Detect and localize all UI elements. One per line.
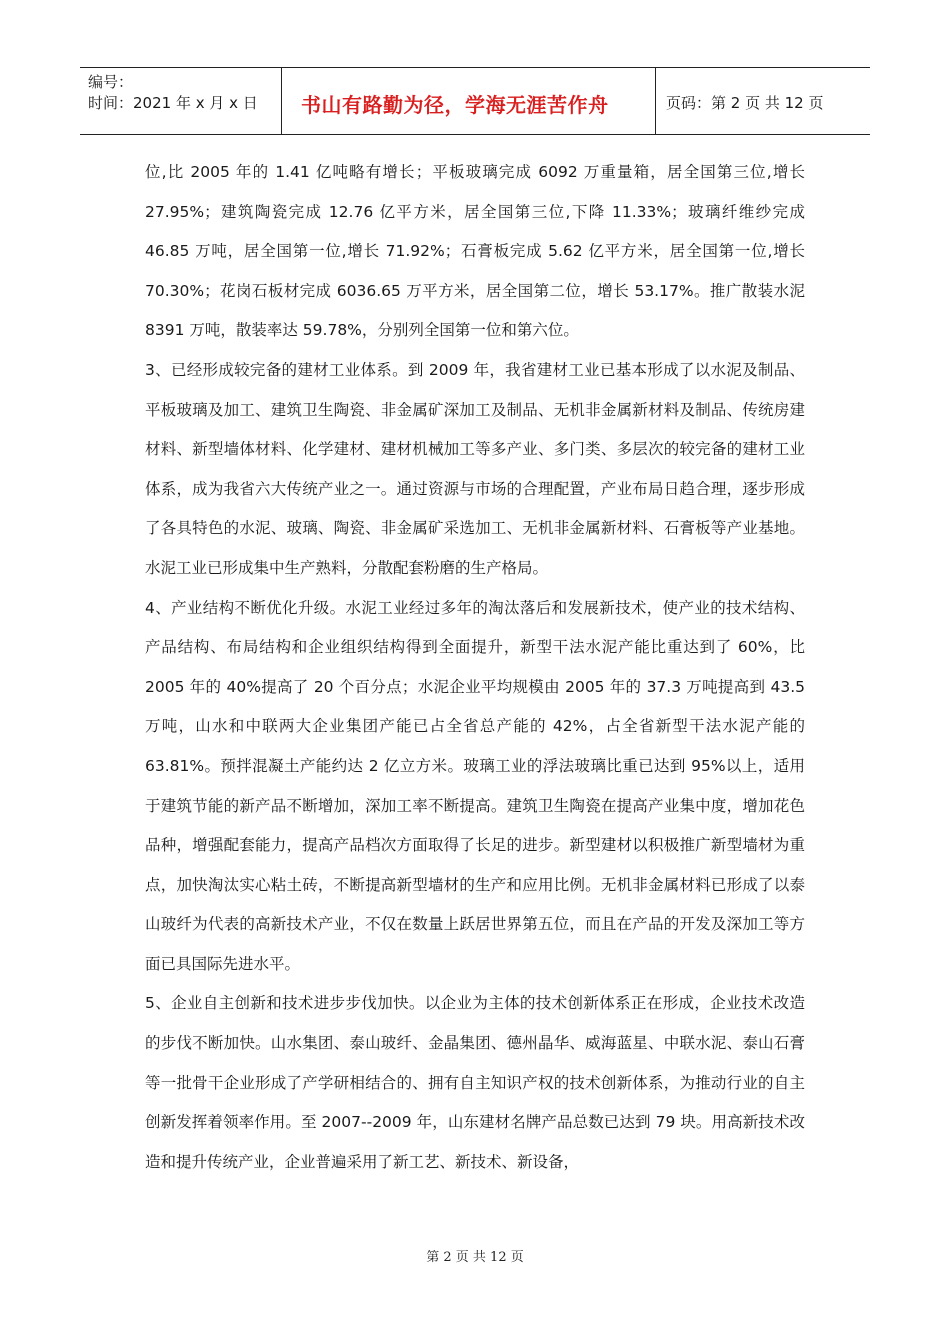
header-page-cell [656, 68, 870, 134]
time-label: 时间：2021 年 x 月 x 日 [88, 94, 258, 112]
header-meta [80, 68, 282, 134]
header-motto-cell [282, 68, 656, 134]
paragraph-continuation: 位,比 2005 年的 1.41 亿吨略有增长；平板玻璃完成 6092 万重量箱，居全国第三位,增长 27.95%；建筑陶瓷完成 12.76 亿平方米，居全国第三位,下降 11.33%；玻璃纤维纱完成 46.85 万吨，居全国第一位,增长 71.92%；石膏板完成 5.62 亿平方米，居全国第一位,增长 70.30%；花岗石板材完成 6036.65 万平方米，居全国第二位，增长 53.17%。推广散装水泥 8391 万吨，散装率达 59.78%，分别列全国第一位和第六位。 [145, 163, 805, 340]
motto: 书山有路勤为径，学海无涯苦作舟 [301, 92, 609, 117]
document-header [80, 67, 870, 135]
paragraph-5: 5、企业自主创新和技术进步步伐加快。以企业为主体的技术创新体系正在形成，企业技术改造的步伐不断加快。山水集团、泰山玻纤、金晶集团、德州晶华、威海蓝星、中联水泥、泰山石膏等一批骨干企业形成了产学研相结合的、拥有自主知识产权的技术创新体系，为推动行业的自主创新发挥着领率作用。至 2007--2009 年，山东建材名牌产品总数已达到 79 块。用高新技术改造和提升传统产业，企业普遍采用了新工艺、新技术、新设备， [145, 994, 805, 1171]
paragraph-4: 4、产业结构不断优化升级。水泥工业经过多年的淘汰落后和发展新技术，使产业的技术结构、产品结构、布局结构和企业组织结构得到全面提升，新型干法水泥产能比重达到了 60%，比 2005 年的 40%提高了 20 个百分点；水泥企业平均规模由 2005 年的 37.3 万吨提高到 43.5 万吨，山水和中联两大企业集团产能已占全省总产能的 42%，占全省新型干法水泥产能的 63.81%。预拌混凝土产能约达 2 亿立方米。玻璃工业的浮法玻璃比重已达到 95%以上，适用于建筑节能的新产品不断增加，深加工率不断提高。建筑卫生陶瓷在提高产业集中度，增加花色品种，增强配套能力，提高产品档次方面取得了长足的进步。新型建材以积极推广新型墙材为重点，加快淘汰实心粘土砖，不断提高新型墙材的生产和应用比例。无机非金属材料已形成了以泰山玻纤为代表的高新技术产业，不仅在数量上跃居世界第五位，而且在产品的开发及深加工等方面已具国际先进水平。 [145, 598, 805, 973]
page-footer [0, 1246, 950, 1265]
number-label: 编号： [88, 73, 134, 91]
paragraph-3: 3、已经形成较完备的建材工业体系。到 2009 年，我省建材工业已基本形成了以水泥及制品、平板玻璃及加工、建筑卫生陶瓷、非金属矿深加工及制品、无机非金属新材料及制品、传统房建材料、新型墙体材料、化学建材、建材机械加工等多产业、多门类、多层次的较完备的建材工业体系，成为我省六大传统产业之一。通过资源与市场的合理配置，产业布局日趋合理，逐步形成了各具特色的水泥、玻璃、陶瓷、非金属矿采选加工、无机非金属新材料、石膏板等产业基地。水泥工业已形成集中生产熟料，分散配套粉磨的生产格局。 [145, 360, 805, 577]
document-body [145, 153, 805, 1182]
page-code: 页码：第 2 页 共 12 页 [666, 93, 824, 112]
footer-page-info: 第 2 页 共 12 页 [426, 1250, 524, 1265]
